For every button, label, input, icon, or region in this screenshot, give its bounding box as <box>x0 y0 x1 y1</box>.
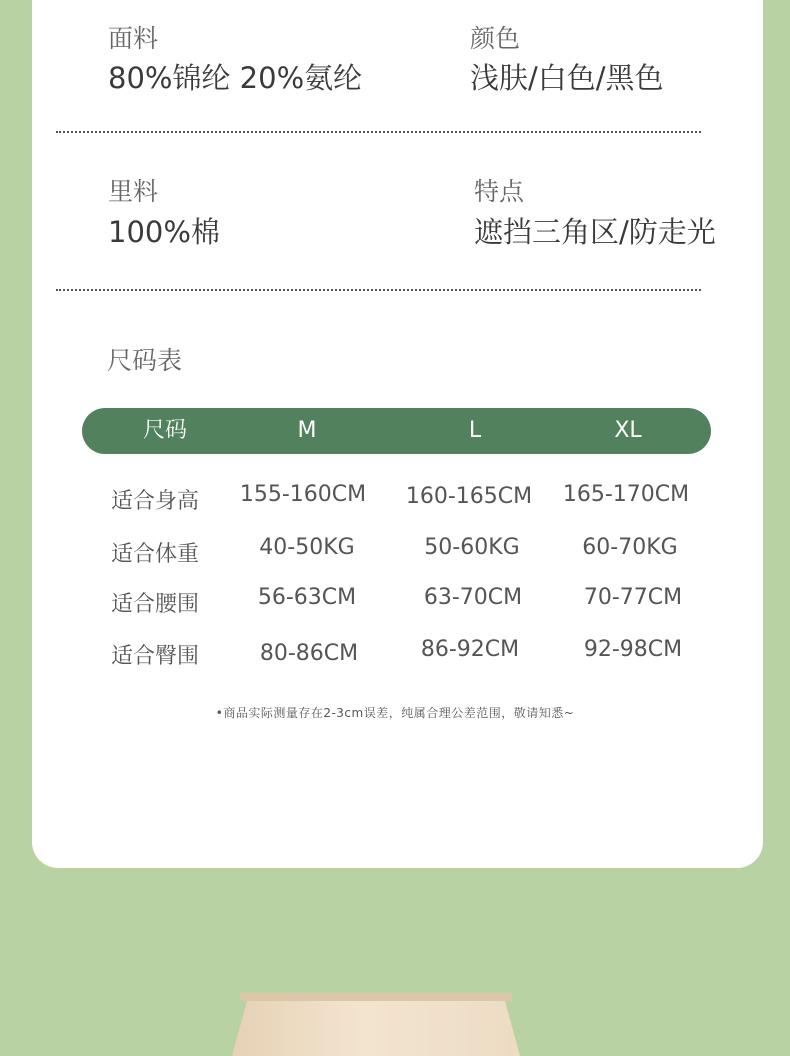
fabric-label: 面料 <box>108 24 159 53</box>
product-waistband <box>240 993 512 1001</box>
table-row <box>0 639 790 675</box>
table-row <box>0 585 790 621</box>
header-size: 尺码 <box>142 418 187 443</box>
cell-l: 160-165CM <box>405 484 533 509</box>
cell-m: 155-160CM <box>239 482 367 507</box>
color-label: 颜色 <box>470 24 521 53</box>
cell-l: 63-70CM <box>423 585 523 610</box>
cell-xl: 70-77CM <box>583 585 683 610</box>
header-xl: XL <box>614 418 642 443</box>
row-label: 适合身高 <box>111 489 200 514</box>
feature-value: 遮挡三角区/防走光 <box>474 215 716 249</box>
cell-l: 50-60KG <box>424 535 520 560</box>
table-row <box>0 535 790 571</box>
header-l: L <box>468 418 482 443</box>
row-label: 适合体重 <box>111 542 200 567</box>
color-value: 浅肤/白色/黑色 <box>470 61 664 95</box>
lining-value: 100%棉 <box>108 215 220 249</box>
row-label: 适合臀围 <box>111 644 200 669</box>
cell-m: 56-63CM <box>257 585 357 610</box>
lining-label: 里料 <box>108 177 159 206</box>
product-image <box>232 993 520 1056</box>
cell-xl: 92-98CM <box>583 637 683 662</box>
divider <box>56 131 701 133</box>
cell-m: 80-86CM <box>259 641 359 666</box>
measurement-note: •商品实际测量存在2-3cm误差，纯属合理公差范围，敬请知悉~ <box>215 706 575 720</box>
table-row <box>0 482 790 518</box>
cell-m: 40-50KG <box>259 535 355 560</box>
feature-label: 特点 <box>474 177 525 206</box>
header-m: M <box>297 418 317 443</box>
fabric-value: 80%锦纶 20%氨纶 <box>108 61 363 95</box>
cell-xl: 60-70KG <box>582 535 678 560</box>
cell-xl: 165-170CM <box>562 482 690 507</box>
row-label: 适合腰围 <box>111 592 200 617</box>
size-table-header <box>82 408 711 454</box>
size-chart-title: 尺码表 <box>107 346 183 375</box>
cell-l: 86-92CM <box>420 637 520 662</box>
divider <box>56 289 701 291</box>
